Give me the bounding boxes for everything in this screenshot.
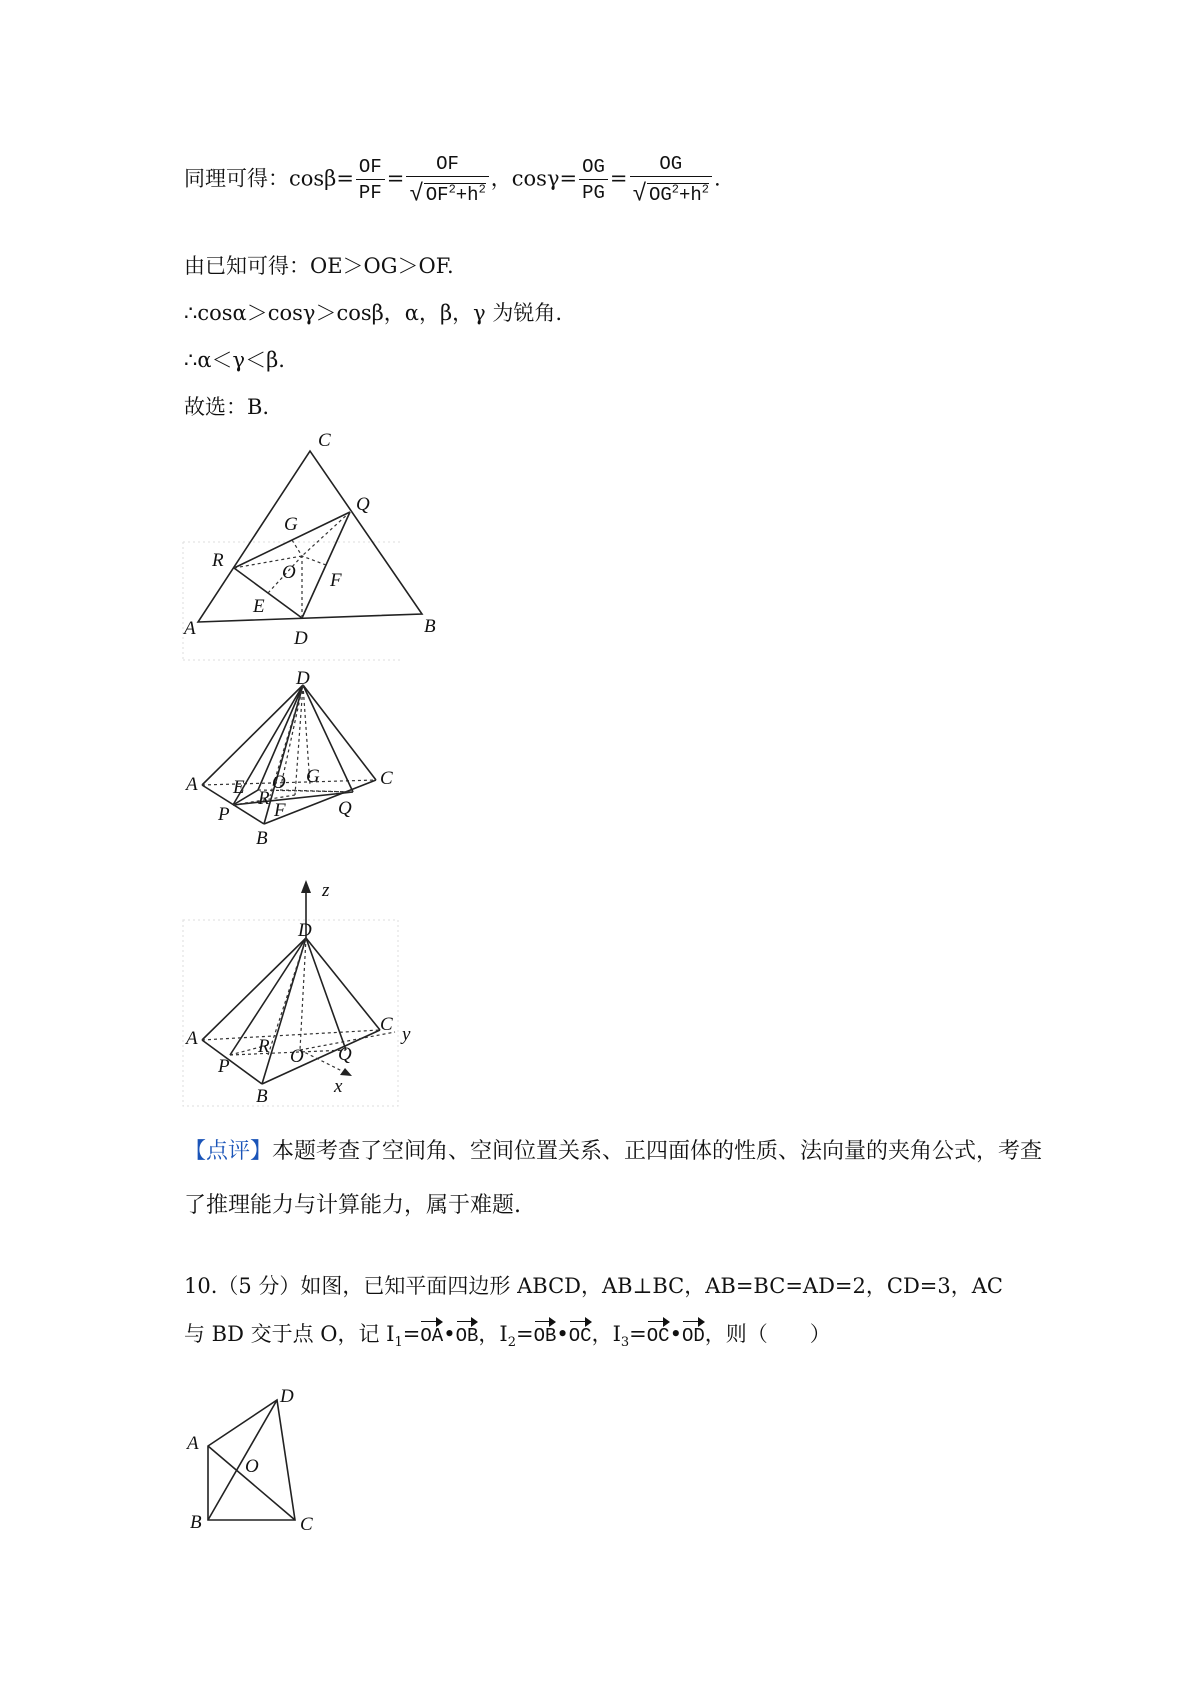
label-E: E — [233, 777, 245, 798]
label-x: x — [334, 1076, 343, 1097]
label-Q: Q — [356, 494, 370, 515]
fraction-og-pg: $\frac{OG}{PG}$ — [579, 155, 608, 206]
vector-od: OD — [682, 1319, 705, 1347]
label-P: P — [218, 804, 230, 825]
vector-ob-2: OB — [534, 1319, 557, 1347]
vector-ob: OB — [456, 1319, 479, 1347]
fraction-of-pf: $\frac{OF}{PF}$ — [356, 155, 385, 206]
label-D: D — [296, 668, 310, 689]
label-z: z — [322, 880, 330, 901]
label-C: C — [380, 768, 393, 789]
label-R: R — [212, 550, 224, 571]
label-C: C — [300, 1514, 313, 1535]
comment-tag: 【点评】 — [184, 1139, 273, 1164]
text-line-2: 由已知可得：OE＞OG＞OF. — [184, 254, 454, 278]
label-F: F — [274, 800, 286, 821]
fraction-og-sqrt: $\frac{OG}{√ OG^2+h^2}$ — [630, 152, 712, 208]
label-R: R — [258, 788, 270, 809]
label-O: O — [282, 562, 296, 583]
label-y: y — [402, 1024, 411, 1045]
label-C: C — [318, 430, 331, 451]
label-D: D — [298, 920, 312, 941]
label-G: G — [306, 766, 320, 787]
formula-line-beta-gamma: 同理可得：cosβ= $\frac{OF}{PF}$ = $\frac{OF}{√ OF^2+h^2}$ ，cosγ= $\frac{OG}{PG}$ = $\frac{OG}{√ OG^2+h^2}$ . — [184, 153, 721, 209]
label-G: G — [284, 514, 298, 535]
label-O: O — [272, 772, 286, 793]
label-D: D — [294, 628, 308, 649]
label-O: O — [245, 1456, 259, 1477]
label-E: E — [253, 596, 265, 617]
label-B: B — [256, 828, 268, 849]
label-A: A — [184, 618, 196, 639]
label-A: A — [186, 774, 198, 795]
label-A: A — [187, 1433, 199, 1454]
label-R: R — [258, 1036, 270, 1057]
label-Q: Q — [338, 1044, 352, 1065]
text-line-3: ∴cosα＞cosγ＞cosβ，α，β，γ 为锐角. — [184, 301, 562, 325]
label-B: B — [424, 616, 436, 637]
text-line-4: ∴α＜γ＜β. — [184, 348, 285, 372]
label-O: O — [290, 1046, 304, 1067]
label-B: B — [256, 1086, 268, 1107]
vector-oc: OC — [569, 1319, 592, 1347]
sqrt-icon: √ — [632, 181, 647, 209]
label-Q: Q — [338, 798, 352, 819]
sqrt-icon: √ — [409, 181, 424, 209]
question-10-line-1: 10.（5 分）如图，已知平面四边形 ABCD，AB⊥BC，AB=BC=AD=2，CD=3，AC — [184, 1274, 1003, 1298]
label-C: C — [380, 1014, 393, 1035]
vector-oc-2: OC — [647, 1319, 670, 1347]
comment-paragraph: 【点评】本题考查了空间角、空间位置关系、正四面体的性质、法向量的夹角公式，考查了推理能力与计算能力，属于难题. — [184, 1139, 1043, 1218]
vector-oa: OA — [420, 1319, 443, 1347]
text-line-5: 故选：B. — [184, 395, 270, 419]
fraction-of-sqrt: $\frac{OF}{√ OF^2+h^2}$ — [406, 152, 488, 208]
label-P: P — [218, 1056, 230, 1077]
label-D: D — [280, 1386, 294, 1407]
question-10-line-2: 与 BD 交于点 O，记 $I_1=OA•OB$，$I_2=OB•OC$，$I_3=OC•OD$，则（ ） — [184, 1318, 831, 1350]
label-B: B — [190, 1512, 202, 1533]
label-A: A — [186, 1028, 198, 1049]
label-F: F — [330, 570, 342, 591]
